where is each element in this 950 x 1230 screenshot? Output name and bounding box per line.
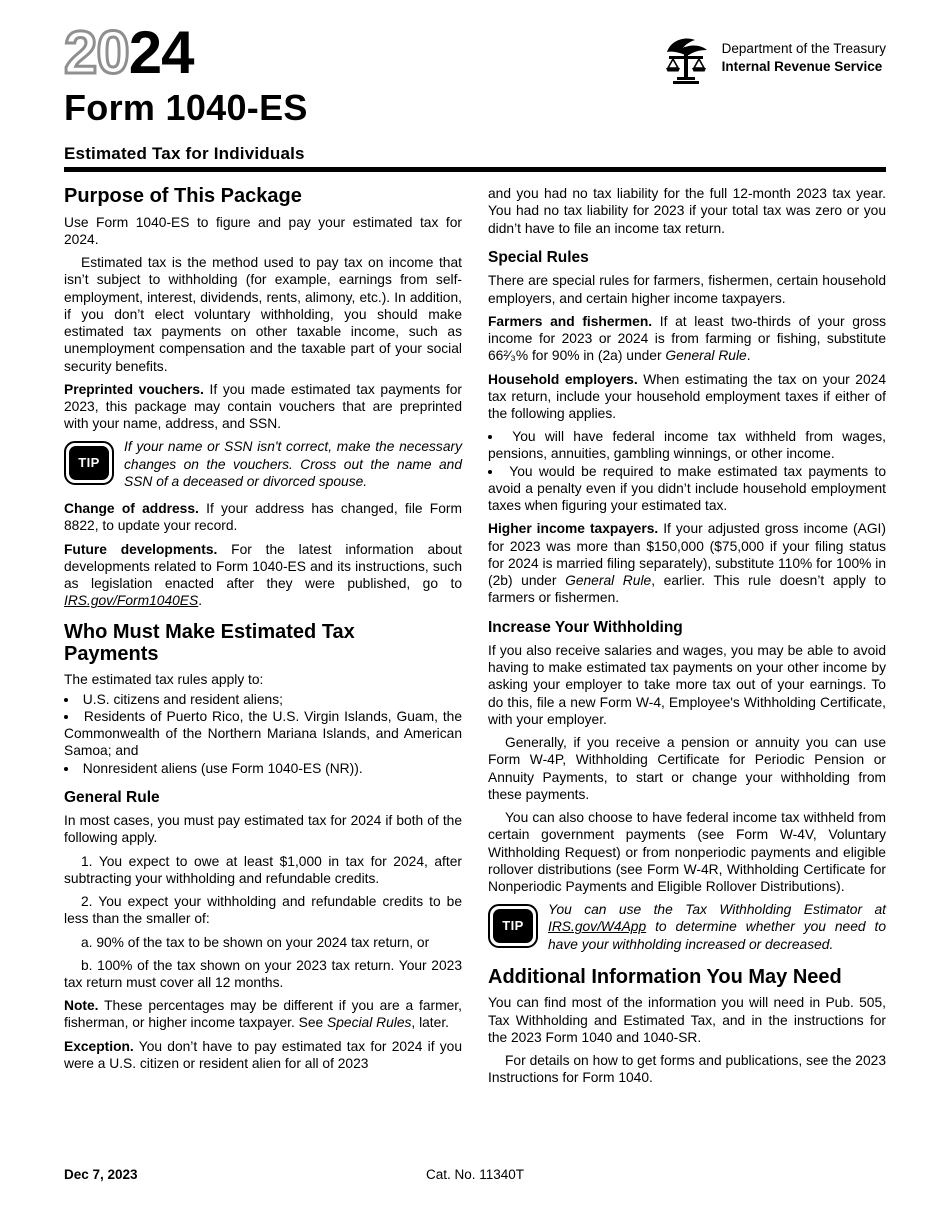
page-footer bbox=[64, 1167, 886, 1184]
continuation-paragraph: and you had no tax liability for the full 12-month 2023 tax year. You had no tax liability for 2023 if your total tax was zero or you didn’t have to file an income tax return. bbox=[488, 186, 886, 236]
paragraph-text: If at least two-thirds of your gross income for 2023 or 2024 is from farming or fishing, substitute 66²⁄₃% for 90% in (2a) under bbox=[488, 313, 887, 364]
footer-catalog-number: Cat. No. 11340T bbox=[425, 1167, 525, 1183]
special-rules-paragraph: There are special rules for farmers, fishermen, certain household employers, and certain higher income taxpayers. bbox=[488, 273, 886, 306]
general-rule-paragraph: In most cases, you must pay estimated tax for 2024 if both of the following apply. bbox=[64, 813, 462, 846]
purpose-paragraph-1: Use Form 1040-ES to figure and pay your estimated tax for 2024. bbox=[64, 214, 462, 247]
left-column bbox=[64, 185, 462, 1092]
agency-text bbox=[722, 34, 886, 86]
right-column bbox=[488, 185, 886, 1092]
lettered-item-a: a. 90% of the tax to be shown on your 2024 tax return, or bbox=[81, 934, 430, 950]
year-outline-digits: 20 bbox=[64, 19, 129, 86]
who-intro: The estimated tax rules apply to: bbox=[64, 672, 264, 688]
tip-icon bbox=[488, 904, 538, 948]
tip-callout bbox=[488, 901, 886, 955]
italic-reference: Special Rules bbox=[327, 1015, 412, 1031]
increase-withholding-heading: Increase Your Withholding bbox=[488, 618, 683, 636]
tip-text: If your name or SSN isn't correct, make the necessary changes on the vouchers. Cross out the name and SSN of a deceased or divorced spouse. bbox=[124, 439, 462, 489]
paragraph-text: You don’t have to pay estimated tax for 2024 if you were a U.S. citizen or resident alien for all of 2023 bbox=[64, 1038, 463, 1071]
masthead-left bbox=[64, 19, 308, 130]
form-title: Form 1040-ES bbox=[64, 87, 308, 128]
who-bullet-item: • U.S. citizens and resident aliens; bbox=[64, 691, 462, 708]
farmers-fishermen-paragraph bbox=[488, 313, 886, 365]
paragraph-lead: Change of address. bbox=[64, 501, 199, 517]
preprinted-vouchers-paragraph bbox=[64, 381, 462, 433]
agency-line2: Internal Revenue Service bbox=[721, 59, 883, 75]
irs-eagle-icon bbox=[661, 34, 713, 86]
year-display bbox=[64, 19, 308, 86]
paragraph-lead: Farmers and fishermen. bbox=[488, 313, 653, 329]
tip-text-after: to determine whether you need to have your withholding increased or decreased. bbox=[548, 919, 886, 952]
content-columns bbox=[64, 185, 886, 1092]
who-bullet-item: • Residents of Puerto Rico, the U.S. Virgin Islands, Guam, the Commonwealth of the Northern Mariana Islands, and American Samoa; and bbox=[64, 708, 462, 760]
paragraph-lead: Preprinted vouchers. bbox=[64, 381, 204, 397]
tip-icon-label: TIP bbox=[493, 909, 533, 943]
paragraph-lead: Household employers. bbox=[488, 371, 638, 387]
tip-icon-label: TIP bbox=[69, 446, 109, 480]
form-subtitle: Estimated Tax for Individuals bbox=[64, 144, 305, 163]
tip-callout bbox=[64, 438, 462, 492]
increase-paragraph-1: If you also receive salaries and wages, you may be able to avoid having to make estimated tax payments on your other income by asking your employer to take more tax out of your earnings. To do this, file a new Form W-4, Employee's Withholding Certificate, with your employer. bbox=[488, 642, 886, 727]
paragraph-text: . bbox=[198, 593, 203, 609]
tip-text bbox=[488, 901, 886, 953]
year-solid-digits: 24 bbox=[128, 19, 194, 86]
change-of-address-paragraph bbox=[64, 500, 462, 534]
general-rule-heading: General Rule bbox=[64, 788, 160, 806]
paragraph-lead: Higher income taxpayers. bbox=[488, 521, 659, 537]
increase-paragraph-2: Generally, if you receive a pension or annuity you can use Form W-4P, Withholding Certificate for Periodic Pension or Annuity Payments, to start or change your withholding from these payments. bbox=[488, 735, 886, 802]
household-bullet-item: • You will have federal income tax withheld from wages, pensions, annuities, gambling winnings, or other income. bbox=[488, 428, 886, 462]
paragraph-text: , later. bbox=[411, 1015, 449, 1031]
agency-line1: Department of the Treasury bbox=[721, 41, 886, 56]
household-bullet-item: • You would be required to make estimated tax payments to avoid a penalty even if you didn’t include household employment taxes when figuring your estimated tax. bbox=[488, 463, 886, 515]
who-must-heading: Who Must Make Estimated Tax Payments bbox=[64, 620, 355, 665]
paragraph-text: If your adjusted gross income (AGI) for 2023 was more than $150,000 ($75,000 if your filing status for 2024 is married filing separately), substitute 110% for 100% in (2b) under bbox=[488, 521, 886, 589]
additional-info-heading: Additional Information You May Need bbox=[488, 965, 842, 988]
additional-paragraph-1: You can find most of the information you will need in Pub. 505, Tax Withholding and Estimated Tax, and in the instructions for the 2023 Form 1040 and 1040-SR. bbox=[488, 995, 886, 1045]
footer-date: Dec 7, 2023 bbox=[64, 1167, 138, 1183]
paragraph-text: When estimating the tax on your 2024 tax return, include your household employment taxes if either of the following applies. bbox=[488, 371, 886, 421]
household-bullet-list bbox=[488, 428, 886, 514]
tip-icon bbox=[64, 441, 114, 485]
paragraph-text: These percentages may be different if you are a farmer, fisherman, or higher income taxpayer. See bbox=[64, 998, 462, 1031]
paragraph-text: . bbox=[746, 348, 751, 364]
additional-paragraph-2: For details on how to get forms and publications, see the 2023 Instructions for Form 1040. bbox=[488, 1053, 886, 1086]
household-employers-paragraph bbox=[488, 371, 886, 423]
who-bullet-list bbox=[64, 691, 462, 777]
numbered-item-2: 2. You expect your withholding and refundable credits to be less than the smaller of: bbox=[64, 894, 462, 927]
paragraph-text: If your address has changed, file Form 8822, to update your record. bbox=[64, 501, 462, 534]
tip-text-pre: You can use the Tax Withholding Estimator at bbox=[548, 902, 886, 918]
special-rules-heading: Special Rules bbox=[488, 248, 589, 266]
purpose-paragraph-2: Estimated tax is the method used to pay tax on income that isn’t subject to withholding (for example, earnings from self-employment, interest, dividends, rents, alimony, etc.). In addition, if you don’t elect voluntary withholding, you should make estimated tax payments on other taxable income, such as unemployment compensation and the taxable part of your social security benefits. bbox=[64, 255, 462, 374]
irs-gov-form1040es-link[interactable]: IRS.gov/Form1040ES bbox=[64, 593, 199, 609]
divider-rule bbox=[64, 167, 886, 172]
paragraph-text: If you made estimated tax payments for 2023, this package may contain vouchers that are preprinted with your name, address, and SSN. bbox=[64, 381, 462, 432]
increase-paragraph-3: You can also choose to have federal income tax withheld from certain government payments (see Form W-4V, Voluntary Withholding Request) or from nonperiodic payments and eligible rollover distributions (see Form W-4R, Withholding Certificate for Nonperiodic Payments and Eligible Rollover Distributions). bbox=[488, 810, 886, 894]
paragraph-lead: Note. bbox=[64, 998, 99, 1014]
purpose-heading: Purpose of This Package bbox=[64, 185, 302, 208]
paragraph-text: , earlier. This rule doesn’t apply to farmers or fishermen. bbox=[488, 573, 887, 606]
irs-gov-w4app-link[interactable]: IRS.gov/W4App bbox=[548, 919, 647, 935]
agency-block bbox=[661, 34, 886, 86]
who-bullet-item: • Nonresident aliens (use Form 1040-ES (NR)). bbox=[64, 760, 462, 777]
higher-income-paragraph bbox=[488, 520, 886, 606]
numbered-item-1: 1. You expect to owe at least $1,000 in tax for 2024, after subtracting your withholding and refundable credits. bbox=[64, 853, 462, 886]
exception-paragraph bbox=[64, 1038, 462, 1072]
masthead bbox=[64, 19, 886, 130]
italic-reference: General Rule bbox=[565, 573, 652, 589]
future-developments-paragraph bbox=[64, 541, 462, 610]
paragraph-lead: Future developments. bbox=[64, 541, 218, 557]
lettered-item-b: b. 100% of the tax shown on your 2023 tax return. Your 2023 tax return must cover all 12 months. bbox=[64, 957, 462, 990]
note-paragraph bbox=[64, 997, 462, 1031]
italic-reference: General Rule bbox=[665, 348, 747, 364]
paragraph-lead: Exception. bbox=[64, 1038, 134, 1054]
paragraph-text: For the latest information about developments related to Form 1040-ES and its instructions, such as legislation enacted after they were published, go to bbox=[64, 541, 463, 592]
